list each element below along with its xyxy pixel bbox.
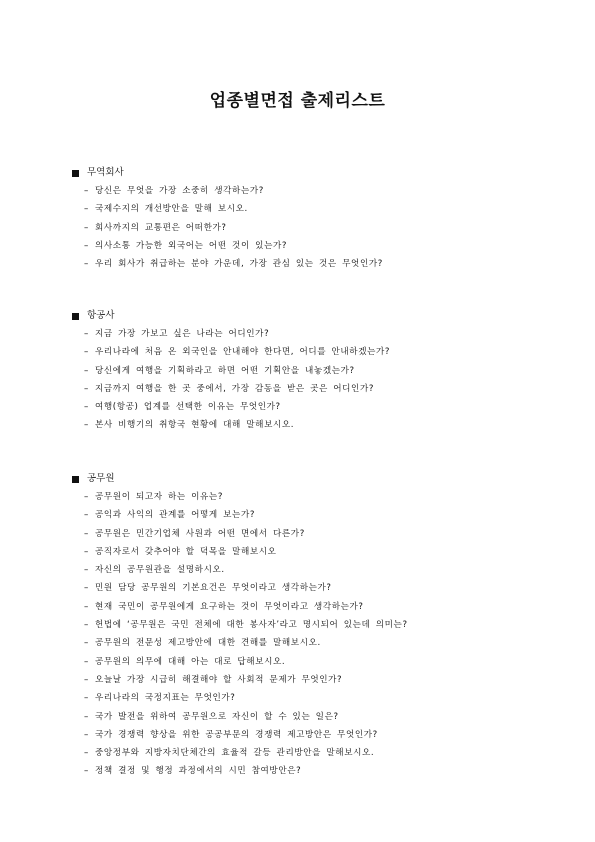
question-text: 여행(항공) 업계를 선택한 이유는 무엇인가? <box>95 402 281 413</box>
question-text: 본사 비행기의 취항국 현황에 대해 말해보시오. <box>95 420 295 431</box>
question-item <box>72 744 572 762</box>
question-text: 공무원의 의무에 대해 아는 대로 답해보시오. <box>95 656 286 667</box>
question-text: 국가 발전을 위하여 공무원으로 자신이 할 수 있는 일은? <box>95 711 339 722</box>
section-title: 공무원 <box>87 473 115 484</box>
dash-marker: – <box>84 766 89 777</box>
dash-marker: – <box>84 204 89 215</box>
dash-marker: – <box>84 240 89 251</box>
dash-marker: – <box>84 347 89 358</box>
section-trading-company <box>72 164 572 273</box>
dash-marker: – <box>84 222 89 233</box>
square-bullet-icon <box>72 476 79 483</box>
question-text: 공무원은 민간기업체 사원과 어떤 면에서 다른가? <box>95 528 305 539</box>
question-item <box>72 708 572 726</box>
question-item <box>72 343 572 361</box>
dash-marker: – <box>84 546 89 557</box>
question-item <box>72 726 572 744</box>
question-item <box>72 200 572 218</box>
dash-marker: – <box>84 420 89 431</box>
question-item <box>72 634 572 652</box>
question-item <box>72 219 572 237</box>
dash-marker: – <box>84 583 89 594</box>
dash-marker: – <box>84 565 89 576</box>
section-title: 항공사 <box>87 310 115 321</box>
dash-marker: – <box>84 674 89 685</box>
question-item <box>72 561 572 579</box>
question-text: 헌법에 ‘공무원은 국민 전체에 대한 봉사자’라고 명시되어 있는데 의미는? <box>95 620 408 631</box>
question-item <box>72 380 572 398</box>
square-bullet-icon <box>72 170 79 177</box>
question-item <box>72 579 572 597</box>
question-item <box>72 255 572 273</box>
question-text: 의사소통 가능한 외국어는 어떤 것이 있는가? <box>95 240 288 251</box>
section-airline <box>72 307 572 435</box>
dash-marker: – <box>84 365 89 376</box>
question-text: 현재 국민이 공무원에게 요구하는 것이 무엇이라고 생각하는가? <box>95 601 364 612</box>
question-text: 자신의 공무원관을 설명하시오. <box>95 565 225 576</box>
question-item <box>72 653 572 671</box>
question-text: 당신에게 여행을 기획하라고 하면 어떤 기획안을 내놓겠는가? <box>95 365 355 376</box>
question-text: 당신은 무엇을 가장 소중히 생각하는가? <box>95 186 264 196</box>
dash-marker: – <box>84 638 89 649</box>
question-item <box>72 689 572 707</box>
question-item <box>72 416 572 434</box>
section-heading <box>72 307 572 325</box>
question-text: 지금 가장 가보고 싶은 나라는 어디인가? <box>95 329 270 339</box>
dash-marker: – <box>84 186 89 196</box>
question-text: 공무원이 되고자 하는 이유는? <box>95 492 223 502</box>
document-title: 업종별면접 출제리스트 <box>209 91 386 111</box>
dash-marker: – <box>84 402 89 413</box>
question-item <box>72 616 572 634</box>
question-item <box>72 488 572 506</box>
dash-marker: – <box>84 528 89 539</box>
question-text: 우리 회사가 취급하는 분야 가운데, 가장 관심 있는 것은 무엇인가? <box>95 259 383 270</box>
question-text: 중앙정부와 지방자치단체간의 효율적 갈등 관리방안을 말해보시오. <box>95 748 375 759</box>
dash-marker: – <box>84 329 89 339</box>
question-list <box>72 325 572 435</box>
question-text: 우리나라에 처음 온 외국인을 안내해야 한다면, 어디를 안내하겠는가? <box>95 347 391 358</box>
dash-marker: – <box>84 729 89 740</box>
question-item <box>72 525 572 543</box>
question-text: 우리나라의 국정지표는 무엇인가? <box>95 693 236 704</box>
question-item <box>72 543 572 561</box>
question-text: 회사까지의 교통편은 어떠한가? <box>95 222 227 233</box>
question-list <box>72 182 572 273</box>
dash-marker: – <box>84 693 89 704</box>
question-text: 민원 담당 공무원의 기본요건은 무엇이라고 생각하는가? <box>95 583 332 594</box>
question-text: 국제수지의 개선방안을 말해 보시오. <box>95 204 248 215</box>
question-item <box>72 237 572 255</box>
question-item <box>72 362 572 380</box>
question-text: 지금까지 여행을 한 곳 중에서, 가장 감동을 받은 곳은 어디인가? <box>95 383 375 394</box>
section-heading <box>72 164 572 182</box>
question-text: 공무원의 전문성 제고방안에 대한 견해를 말해보시오. <box>95 638 321 649</box>
question-item <box>72 325 572 343</box>
question-text: 공직자로서 갖추어야 할 덕목을 말해보시오 <box>95 546 277 557</box>
dash-marker: – <box>84 711 89 722</box>
question-text: 오늘날 가장 시급히 해결해야 할 사회적 문제가 무엇인가? <box>95 674 343 685</box>
question-text: 정책 결정 및 행정 과정에서의 시민 참여방안은? <box>95 766 302 777</box>
question-item <box>72 398 572 416</box>
question-item <box>72 182 572 200</box>
section-public-official <box>72 470 572 781</box>
question-item <box>72 762 572 780</box>
question-item <box>72 598 572 616</box>
question-list <box>72 488 572 781</box>
dash-marker: – <box>84 259 89 270</box>
square-bullet-icon <box>72 313 79 320</box>
dash-marker: – <box>84 492 89 502</box>
dash-marker: – <box>84 383 89 394</box>
dash-marker: – <box>84 601 89 612</box>
question-item <box>72 506 572 524</box>
question-item <box>72 671 572 689</box>
dash-marker: – <box>84 620 89 631</box>
section-title: 무역회사 <box>87 167 124 178</box>
dash-marker: – <box>84 510 89 521</box>
question-text: 국가 경쟁력 향상을 위한 공공부문의 경쟁력 제고방안은 무엇인가? <box>95 729 378 740</box>
dash-marker: – <box>84 748 89 759</box>
dash-marker: – <box>84 656 89 667</box>
section-heading <box>72 470 572 488</box>
question-text: 공익과 사익의 관계를 어떻게 보는가? <box>95 510 256 521</box>
